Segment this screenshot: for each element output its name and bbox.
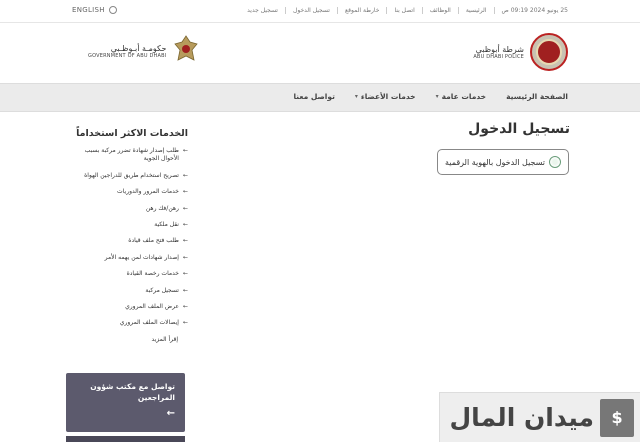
arrow-left-icon: ← <box>182 171 188 179</box>
nav-home[interactable] <box>506 92 568 101</box>
list-item[interactable]: ← تسجيل مركبة <box>145 286 188 294</box>
police-logo-english: ABU DHABI POLICE <box>473 53 524 60</box>
list-item[interactable]: ← نقل ملكية <box>154 220 188 228</box>
police-logo-arabic: شرطة أبوظبي <box>475 44 524 54</box>
fingerprint-icon <box>549 156 561 168</box>
nav-public-services[interactable] <box>436 92 487 101</box>
main-nav <box>0 83 640 112</box>
page-title: تسجيل الدخول <box>468 121 570 137</box>
arrow-left-icon: ← <box>182 237 188 245</box>
top-date: 25 يونيو 2024 09:19 ص <box>501 7 568 14</box>
secondary-panel-edge <box>66 436 185 442</box>
list-item[interactable]: ← تصريح استخدام طريق للدراجين الهواة <box>84 171 188 179</box>
list-item[interactable]: ← خدمات المرور والدوريات <box>117 188 188 196</box>
sidebar-title: الخدمات الاكثر استخداماً <box>76 128 188 139</box>
list-item[interactable]: ← خدمات رخصة القيادة <box>126 270 188 278</box>
contact-label: تواصل مع مكتب شؤون المراجعين <box>90 382 175 403</box>
arrow-left-icon: ← <box>166 407 175 419</box>
nav-member-services[interactable] <box>355 92 416 101</box>
list-item[interactable]: ← طلب إصدار شهادة تضرر مركبة بسبب الأحوال الجوية <box>84 147 188 163</box>
top-link-contact[interactable]: اتصل بنا <box>394 7 422 14</box>
list-item[interactable]: ← إصدار شهادات لمن يهمه الأمر <box>104 253 188 261</box>
arrow-left-icon: ← <box>182 286 188 294</box>
arrow-left-icon: ← <box>182 253 188 261</box>
nav-home-label: الصفحة الرئيسية <box>506 92 568 101</box>
dollar-shield-icon: $ <box>600 399 634 437</box>
arrow-left-icon: ← <box>182 147 188 154</box>
police-emblem-icon <box>530 33 568 71</box>
top-link-login[interactable]: تسجيل الدخول <box>293 7 338 14</box>
nav-public-services-label: خدمات عامة <box>441 92 487 101</box>
contact-customer-affairs-button[interactable] <box>66 373 185 432</box>
gov-logo-english: GOVERNMENT OF ABU DHABI <box>88 52 167 59</box>
uaepass-login-label: تسجيل الدخول بالهوية الرقمية <box>444 157 546 167</box>
top-link-sitemap[interactable]: خارطة الموقع <box>345 7 387 14</box>
watermark <box>440 393 640 442</box>
nav-contact-us[interactable] <box>293 92 334 101</box>
top-bar <box>0 0 640 23</box>
nav-contact-us-label: تواصل معنا <box>293 92 335 101</box>
watermark-text: ميدان المال <box>449 403 594 432</box>
most-used-services <box>66 128 188 343</box>
falcon-emblem-icon <box>172 33 200 69</box>
chevron-down-icon: ▾ <box>435 93 439 100</box>
government-logo[interactable] <box>88 33 200 69</box>
list-item[interactable]: ← طلب فتح ملف قيادة <box>128 237 188 245</box>
uaepass-login-button[interactable] <box>437 149 569 175</box>
top-link-home[interactable]: الرئيسية <box>466 7 495 14</box>
police-logo[interactable] <box>473 33 568 71</box>
top-link-register[interactable]: تسجيل جديد <box>247 7 286 14</box>
arrow-left-icon: ← <box>182 220 188 228</box>
nav-member-services-label: خدمات الأعضاء <box>360 92 416 101</box>
list-item[interactable]: ← رهن/فك رهن <box>145 204 188 212</box>
list-item[interactable]: ← إيصالات الملف المروري <box>119 319 188 327</box>
arrow-left-icon: ← <box>182 319 188 327</box>
arrow-left-icon: ← <box>182 270 188 278</box>
globe-icon <box>109 6 117 14</box>
arrow-left-icon: ← <box>182 302 188 310</box>
site-header <box>0 23 640 83</box>
arrow-left-icon: ← <box>182 204 188 212</box>
language-switch[interactable] <box>72 6 117 14</box>
read-more-link[interactable]: إقرأ المزيد <box>151 335 178 343</box>
arrow-left-icon: ← <box>182 188 188 196</box>
language-label[interactable]: ENGLISH <box>72 6 105 14</box>
gov-logo-arabic: حكومـة أبـوظـبي <box>110 43 167 53</box>
top-link-jobs[interactable]: الوظائف <box>430 7 459 14</box>
top-links <box>247 7 568 14</box>
list-item[interactable]: ← عرض الملف المروري <box>125 302 188 310</box>
chevron-down-icon: ▾ <box>354 93 358 100</box>
